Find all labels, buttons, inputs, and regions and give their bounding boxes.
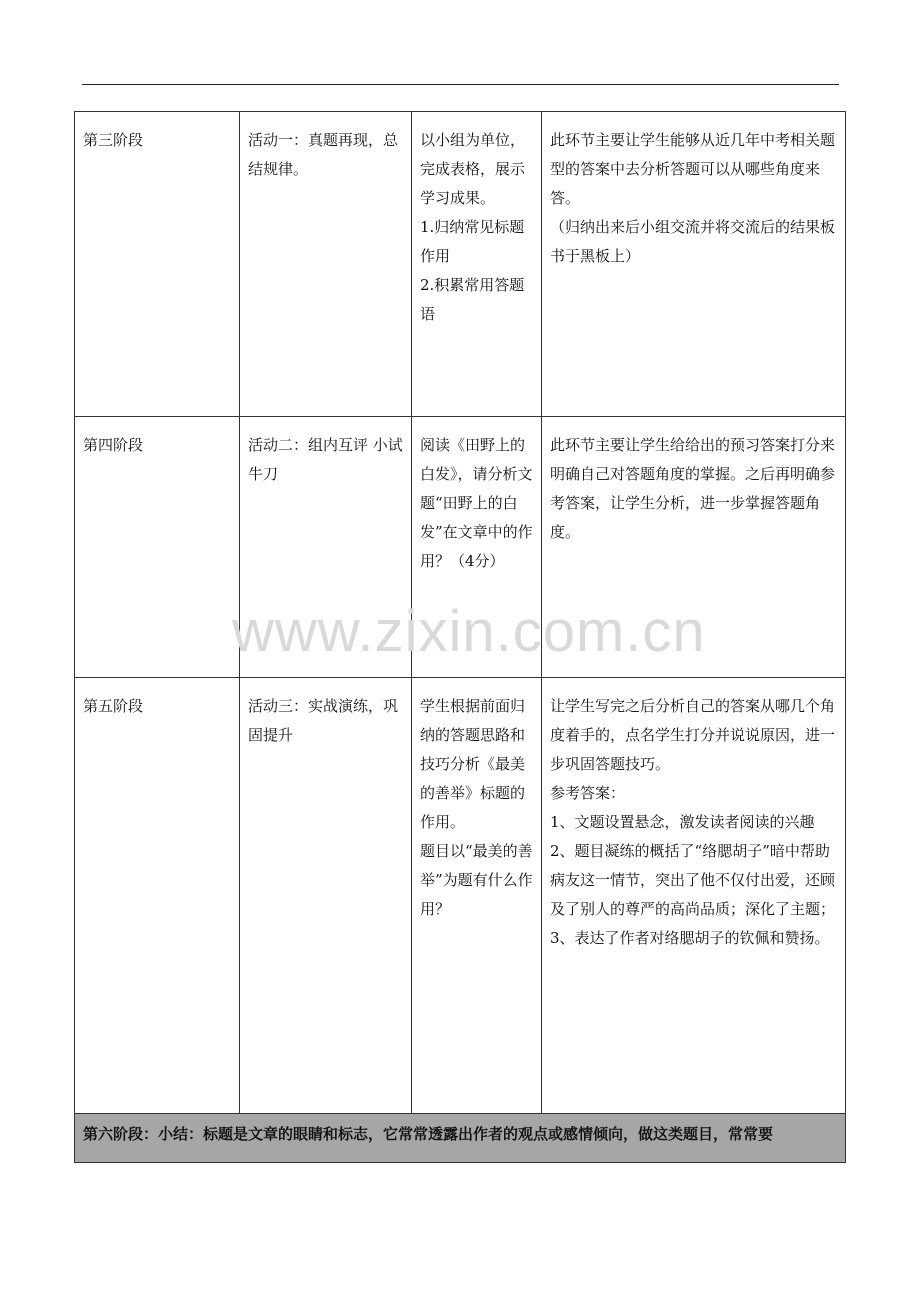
- activity-cell: 活动三：实战演练，巩固提升: [240, 678, 412, 1114]
- header-rule: [82, 84, 839, 85]
- design-cell: [542, 417, 846, 678]
- design-line: 3、表达了作者对络腮胡子的钦佩和赞扬。: [550, 929, 830, 947]
- design-line: 此环节主要让学生给给出的预习答案打分来明确自己对答题角度的掌握。之后再明确参考答案，让学生分析，进一步掌握答题角度。: [550, 436, 836, 541]
- table-row-summary: [75, 1114, 846, 1163]
- task-line: 2.积累常用答题语: [420, 276, 525, 323]
- task-cell: [412, 678, 542, 1114]
- task-cell: [412, 417, 542, 678]
- stage-cell: 第五阶段: [75, 678, 240, 1114]
- design-line: （归纳出来后小组交流并将交流后的结果板书于黑板上）: [550, 218, 836, 265]
- task-line: 学生根据前面归纳的答题思路和技巧分析《最美的善举》标题的作用。: [420, 697, 526, 831]
- lesson-plan-table: [74, 111, 846, 1163]
- activity-cell: 活动二：组内互评 小试牛刀: [240, 417, 412, 678]
- design-line: 参考答案：: [550, 784, 626, 802]
- table-row-stage-3: [75, 112, 846, 417]
- design-line: 让学生写完之后分析自己的答案从哪几个角度着手的，点名学生打分并说说原因，进一步巩固答题技巧。: [550, 697, 836, 773]
- task-cell: [412, 112, 542, 417]
- stage-cell: 第四阶段: [75, 417, 240, 678]
- design-cell: [542, 112, 846, 417]
- summary-cell: 第六阶段：小结：标题是文章的眼睛和标志，它常常透露出作者的观点或感情倾向，做这类题目，常常要: [75, 1114, 846, 1163]
- design-line: 1、文题设置悬念，激发读者阅读的兴趣: [550, 813, 815, 831]
- table-row-stage-4: [75, 417, 846, 678]
- task-line: 1.归纳常见标题作用: [420, 218, 525, 265]
- activity-cell: 活动一：真题再现，总结规律。: [240, 112, 412, 417]
- stage-cell: 第三阶段: [75, 112, 240, 417]
- task-line: 题目以“最美的善举”为题有什么作用？: [420, 842, 533, 918]
- design-line: 2、题目凝练的概括了“络腮胡子”暗中帮助病友这一情节，突出了他不仅付出爱，还顾及了别人的尊严的高尚品质；深化了主题；: [550, 842, 836, 918]
- table-row-stage-5: [75, 678, 846, 1114]
- design-line: 此环节主要让学生能够从近几年中考相关题型的答案中去分析答题可以从哪些角度来答。: [550, 131, 836, 207]
- task-line: 阅读《田野上的白发》，请分析文题“田野上的白发”在文章中的作用？（4分）: [420, 436, 533, 570]
- design-cell: [542, 678, 846, 1114]
- task-line: 以小组为单位，完成表格，展示学习成果。: [420, 131, 526, 207]
- watermark: www.zixin.com.cn: [232, 599, 706, 664]
